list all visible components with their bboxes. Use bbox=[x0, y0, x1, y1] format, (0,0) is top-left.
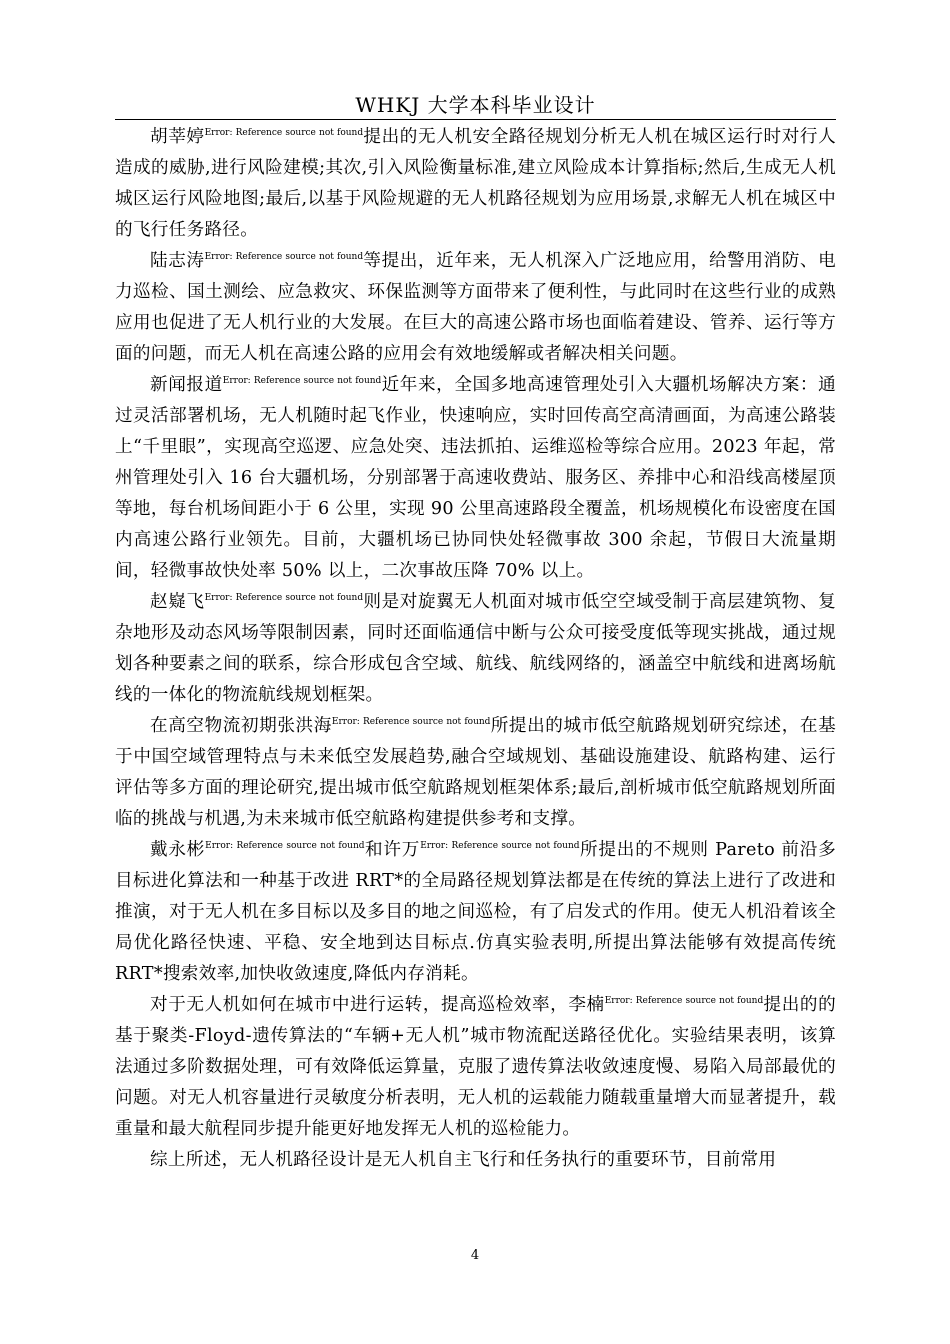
body-paragraph bbox=[115, 587, 836, 711]
citation-error-superscript: Error: Reference source not found bbox=[420, 841, 580, 852]
body-paragraph bbox=[115, 990, 836, 1145]
paragraph-text: 新闻报道 bbox=[150, 375, 223, 395]
paragraph-text: 赵嶷飞 bbox=[150, 592, 205, 612]
body-paragraph bbox=[115, 122, 836, 246]
paragraph-text: 戴永彬 bbox=[150, 840, 206, 860]
paragraph-text: 在高空物流初期张洪海 bbox=[150, 716, 332, 736]
paragraph-text: 则是对旋翼无人机面对城市低空空域受制于高层建筑物、复杂地形及动态风场等限制因素，同时还面临通信中断与公众可接受度低等现实挑战，通过规划各种要素之间的联系，综合形成包含空域、航线、航线网络的，涵盖空中航线和进离场航线的一体化的物流航线规划框架。 bbox=[115, 592, 837, 705]
body-paragraph bbox=[115, 835, 836, 990]
document-body bbox=[115, 122, 836, 1176]
citation-error-superscript: Error: Reference source not found bbox=[204, 252, 364, 263]
paragraph-text: 所提出的不规则 Pareto 前沿多目标进化算法和一种基于改进 RRT*的全局路径规划算法都是在传统的算法上进行了改进和推演，对于无人机在多目标以及多目的地之间巡检，有了启发式的作用。使无人机沿着该全局优化路径快速、平稳、安全地到达目标点.仿真实验表明,所提出算法能够有效提高传统 RRT*搜索效率,加快收敛速度,降低内存消耗。 bbox=[115, 840, 837, 984]
paragraph-text: 和许万 bbox=[364, 840, 421, 860]
body-paragraph bbox=[115, 1145, 836, 1176]
body-paragraph bbox=[115, 246, 836, 370]
page-number: 4 bbox=[470, 1248, 480, 1263]
header-divider bbox=[115, 119, 836, 120]
paragraph-text: 胡莘婷 bbox=[150, 127, 205, 147]
body-paragraph bbox=[115, 370, 836, 587]
paragraph-text: 对于无人机如何在城市中进行运转，提高巡检效率，李楠 bbox=[150, 995, 605, 1015]
paragraph-text: 陆志涛 bbox=[150, 251, 205, 271]
paragraph-text: 综上所述，无人机路径设计是无人机自主飞行和任务执行的重要环节，目前常用 bbox=[150, 1150, 777, 1170]
citation-error-superscript: Error: Reference source not found bbox=[331, 717, 491, 728]
body-paragraph bbox=[115, 711, 836, 835]
citation-error-superscript: Error: Reference source not found bbox=[204, 128, 364, 139]
document-header-title: WHKJ 大学本科毕业设计 bbox=[355, 93, 596, 117]
paragraph-text: 所提出的城市低空航路规划研究综述，在基于中国空域管理特点与未来低空发展趋势,融合空域规划、基础设施建设、航路构建、运行评估等多方面的理论研究,提出城市低空航路规划框架体系;最后,剖析城市低空航路规划所面临的挑战与机遇,为未来城市低空航路构建提供参考和支撑。 bbox=[115, 716, 837, 829]
paragraph-text: 提出的无人机安全路径规划分析无人机在城区运行时对行人造成的威胁,进行风险建模;其次,引入风险衡量标准,建立风险成本计算指标;然后,生成无人机城区运行风险地图;最后,以基于风险规避的无人机路径规划为应用场景,求解无人机在城区中的飞行任务路径。 bbox=[115, 127, 837, 240]
citation-error-superscript: Error: Reference source not found bbox=[604, 996, 764, 1007]
paragraph-text: 近年来，全国多地高速管理处引入大疆机场解决方案：通过灵活部署机场，无人机随时起飞作业，快速响应，实时回传高空高清画面，为高速公路装上“千里眼”，实现高空巡逻、应急处突、违法抓拍、运维巡检等综合应用。2023 年起，常州管理处引入 16 台大疆机场，分别部署于高速收费站、服务区、养排中心和沿线高楼屋顶等地，每台机场间距小于 6 公里，实现 90 公里高速路段全覆盖，机场规模化布设密度在国内高速公路行业领先。目前，大疆机场已协同快处轻微事故 300 余起，节假日大流量期间，轻微事故快处率 50% 以上，二次事故压降 70% 以上。 bbox=[115, 375, 837, 581]
citation-error-superscript: Error: Reference source not found bbox=[204, 593, 364, 604]
paragraph-text: 等提出，近年来，无人机深入广泛地应用，给警用消防、电力巡检、国土测绘、应急救灾、环保监测等方面带来了便利性，与此同时在这些行业的成熟应用也促进了无人机行业的大发展。在巨大的高速公路市场也面临着建设、管养、运行等方面的问题，而无人机在高速公路的应用会有效地缓解或者解决相关问题。 bbox=[115, 251, 837, 364]
citation-error-superscript: Error: Reference source not found bbox=[205, 841, 365, 852]
paragraph-text: 提出的的基于聚类-Floyd-遗传算法的“车辆+无人机”城市物流配送路径优化。实验结果表明，该算法通过多阶数据处理，可有效降低运算量，克服了遗传算法收敛速度慢、易陷入局部最优的问题。对无人机容量进行灵敏度分析表明，无人机的运载能力随载重量增大而显著提升，载重量和最大航程同步提升能更好地发挥无人机的巡检能力。 bbox=[115, 995, 837, 1139]
citation-error-superscript: Error: Reference source not found bbox=[222, 376, 382, 387]
